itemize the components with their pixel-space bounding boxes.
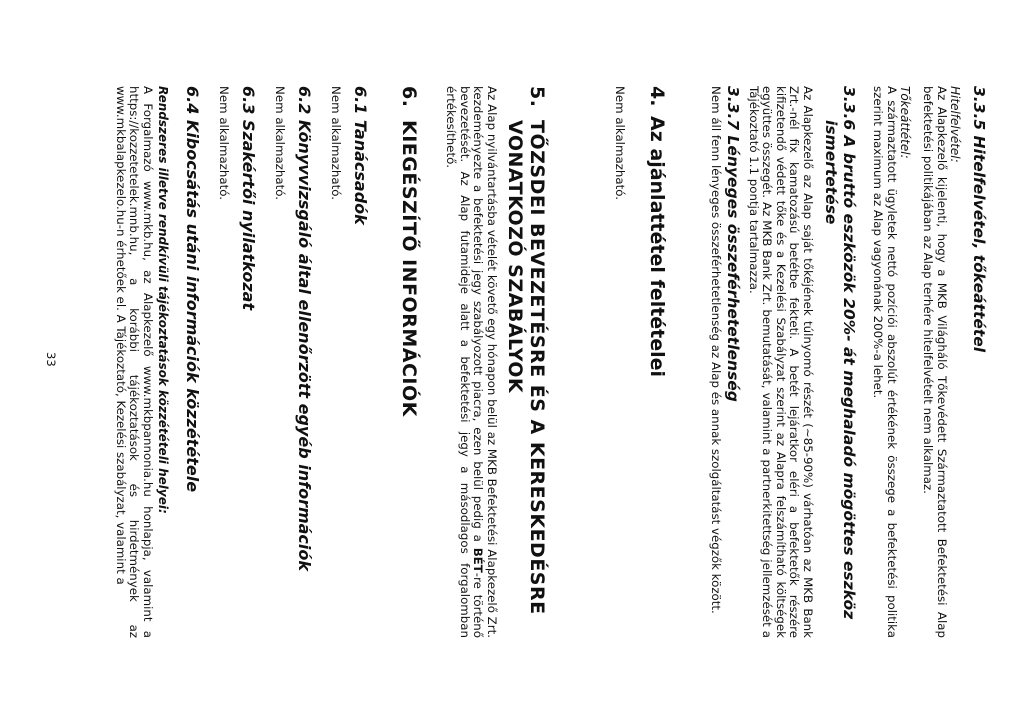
heading-3-3-7: 3.3.7 Lényeges összeférhetetlenség xyxy=(724,86,742,402)
heading-3-3-6-line2: ismertetése xyxy=(822,120,840,225)
heading-3-3-6-line1: 3.3.6 A bruttó eszközök 20%- át meghaladó mögöttes eszköz xyxy=(840,86,858,620)
para-5 xyxy=(444,86,498,638)
para-3-3-6: Az Alapkezelő az Alap saját tőkéjének túlnyomó részét (~85-90%) várhatóan az MKB Bank Zrt.-nél fix kamatozású betétbe fekteti. A betét lejáratkor eléri a befektetők részére kifizetendő védett tőke és a Kezelési Szabályzat szerint az Alapra felszámítható költségek együttes összegét. Az MKB Bank Zrt. bemutatását, valamint a partnerkitettség jellemzését a Tájékoztató 1.1 pontja tartalmazza. xyxy=(746,86,815,638)
heading-3-3-5: 3.3.5 Hitelfelvétel, tőkeáttétel xyxy=(970,86,988,353)
para-6-4: A Forgalmazó www.mkb.hu, az Alapkezelő www.mkbpannonia.hu honlapja, valamint a https://kozzetetelek.mnb.hu, a korábbi tájékoztatások és hirdetmények az www.mkbalapkezelo.hu-n érhetőek el. A Tájékoztató, Kezelési szabályzat, valamint a xyxy=(113,86,155,638)
heading-4-number: 4. xyxy=(646,86,668,107)
heading-6-title: KIEGÉSZÍTŐ INFORMÁCIÓK xyxy=(398,120,420,417)
heading-4-title: Az ajánlattétel feltételei xyxy=(646,116,668,378)
heading-5-title-line1: TŐZSDEI BEVEZETÉSRE ÉS A KERESKEDÉSRE xyxy=(526,120,548,615)
heading-6-2: 6.2 Könyvvizsgáló által ellenőrzött egyéb információk xyxy=(295,86,314,572)
para-5-part-b: -re történő bevezetését. Az Alap futamideje alatt a befektetési jegy a másodlagos forgalomban értékesíthető. xyxy=(444,86,486,638)
page-number: 33 xyxy=(44,352,58,367)
heading-6-4: 6.4 Kibocsátás utáni információk közzététele xyxy=(183,86,202,493)
heading-5-line1 xyxy=(526,86,548,638)
heading-3-3-6 xyxy=(822,86,858,638)
para-6-1: Nem alkalmazható. xyxy=(329,86,343,200)
label-hitelfelvetel: Hitelfelvétel: xyxy=(948,86,962,163)
heading-5-title-line2: VONATKOZÓ SZABÁLYOK xyxy=(504,120,526,394)
heading-6 xyxy=(398,86,420,638)
heading-6-number: 6. xyxy=(398,86,420,108)
para-3-3-7: Nem áll fenn lényeges összeférhetetlenség az Alap és annak szolgáltatást végzők között. xyxy=(709,86,723,614)
heading-5 xyxy=(504,86,548,638)
label-6-4: Rendszeres illetve rendkívüli tájékoztatások közzétételi helyei: xyxy=(156,86,170,514)
para-5-part-a: Az Alap nyilvántartásba vételét követő egy hónapon belül az MKB Befektetési Alapkezelő Zrt. kezdeményezte a befektetési jegy szabályozott piacra, ezen belül pedig a xyxy=(471,86,499,638)
para-hitelfelvetel: Az Alapkezelő kijelenti, hogy a MKB Világháló Tőkevédett Származtatott Befektetési Alap befektetési politikájában az Alap terhére hitelfelvételt nem alkalmaz. xyxy=(921,86,949,638)
para-4: Nem alkalmazható. xyxy=(613,86,627,200)
heading-6-3: 6.3 Szakértői nyilatkozat xyxy=(239,86,258,311)
heading-5-number: 5. xyxy=(526,86,548,108)
para-6-2: Nem alkalmazható. xyxy=(273,86,287,200)
para-5-bet: BÉT xyxy=(471,547,486,573)
heading-6-1: 6.1 Tanácsadók xyxy=(351,86,370,225)
para-6-3: Nem alkalmazható. xyxy=(217,86,231,200)
para-tokeattetel: A származtatott ügyletek nettó pozíciói abszolút értékének összege a befektetési politika szerint maximum az Alap vagyonának 200%-a lehet. xyxy=(871,86,899,638)
label-tokeattetel: Tőkeáttétel: xyxy=(898,86,912,159)
heading-4 xyxy=(646,86,668,638)
